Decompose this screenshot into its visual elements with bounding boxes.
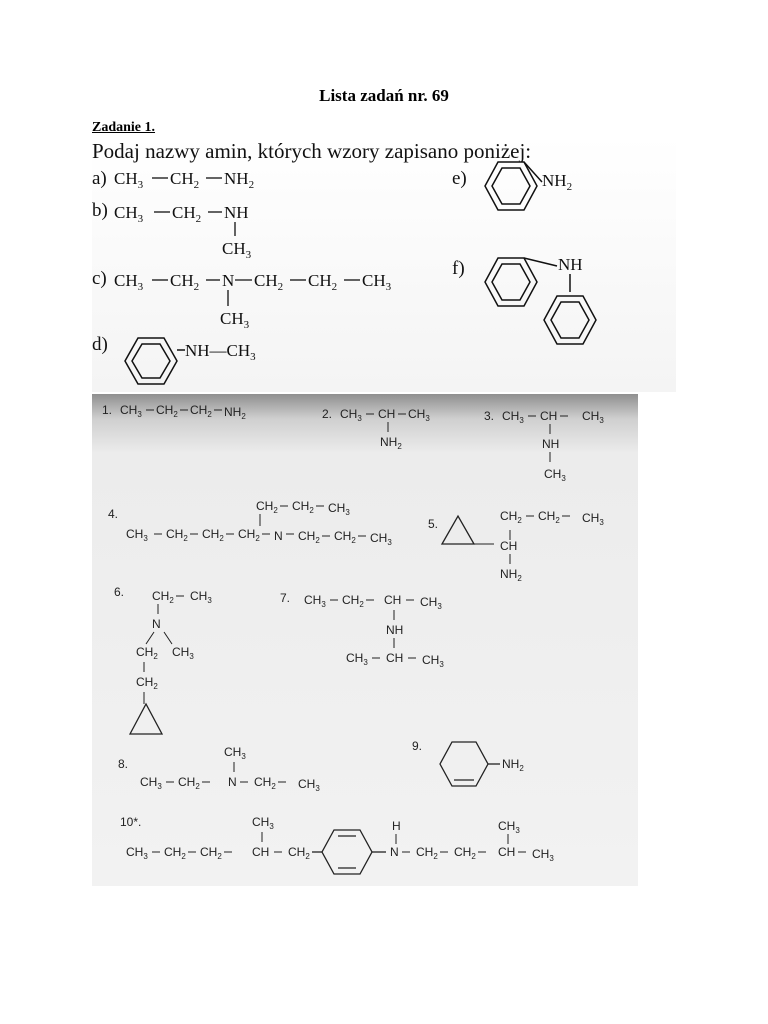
label-f: f) xyxy=(452,258,465,279)
c10-ch3-b: $CH_3$ xyxy=(532,847,554,863)
c4-ch2-d: $CH_2$ xyxy=(298,529,320,545)
c5-ch2-a: $CH_2$ xyxy=(500,509,522,525)
label-c: c) xyxy=(92,268,107,289)
c4-ch2-c: $CH_2$ xyxy=(238,527,260,543)
b-ch3: $CH_3$ xyxy=(114,203,144,225)
c7-ch2: $CH_2$ xyxy=(342,593,364,609)
c8-ch2-b: $CH_2$ xyxy=(254,775,276,791)
c-ch2-b: $CH_2$ xyxy=(254,271,284,293)
c4-ch3-b: $CH_3$ xyxy=(370,531,392,547)
c10-ch2-b: $CH_2$ xyxy=(200,845,222,861)
label-d: d) xyxy=(92,334,108,355)
c6-ch2-c: $CH_2$ xyxy=(136,675,158,691)
c10-ch2-d: $CH_2$ xyxy=(416,845,438,861)
c5-nh2: $NH_2$ xyxy=(500,567,522,583)
c4-ch2-up: $CH_2$ xyxy=(256,499,278,515)
num-3: 3. xyxy=(484,409,495,423)
c5-ch2-b: $CH_2$ xyxy=(538,509,560,525)
c7-ch-b: CH xyxy=(386,651,404,665)
num-5: 5. xyxy=(428,517,439,531)
c6-n: N xyxy=(152,617,161,631)
c3-ch: CH xyxy=(540,409,558,423)
c3-ch3-c: $CH_3$ xyxy=(544,467,566,483)
c4-ch2-b: $CH_2$ xyxy=(202,527,224,543)
c1-ch3: $CH_3$ xyxy=(120,403,142,419)
c6-ch3-b: $CH_3$ xyxy=(172,645,194,661)
c10-ch3-a: $CH_3$ xyxy=(126,845,148,861)
c3-ch3-a: $CH_3$ xyxy=(502,409,524,425)
c7-ch: CH xyxy=(384,593,402,607)
c-ch3-right: $CH_3$ xyxy=(362,271,392,293)
a-ch3: $CH_3$ xyxy=(114,169,144,191)
c7-ch3-a: $CH_3$ xyxy=(304,593,326,609)
num-8: 8. xyxy=(118,757,129,771)
c10-ch2-a: $CH_2$ xyxy=(164,845,186,861)
num-4: 4. xyxy=(108,507,119,521)
c1-ch2-b: $CH_2$ xyxy=(190,403,212,419)
c10-ch: CH xyxy=(252,845,270,859)
num-7: 7. xyxy=(280,591,291,605)
a-nh2: $NH_2$ xyxy=(224,169,255,191)
c4-ch3-up: $CH_3$ xyxy=(328,501,350,517)
c3-ch3-b: $CH_3$ xyxy=(582,409,604,425)
c10-h: H xyxy=(392,819,401,833)
c2-ch3-b: $CH_3$ xyxy=(408,407,430,423)
c-ch3-down: $CH_3$ xyxy=(220,309,250,331)
b-nh: NH xyxy=(224,203,249,222)
c1-nh2: $NH_2$ xyxy=(224,405,246,421)
scan-excerpt-1 xyxy=(92,136,676,392)
b-ch3-down: $CH_3$ xyxy=(222,239,252,261)
num-1: 1. xyxy=(102,403,113,417)
c1-ch2-a: $CH_2$ xyxy=(156,403,178,419)
num-2: 2. xyxy=(322,407,333,421)
c4-ch3-a: $CH_3$ xyxy=(126,527,148,543)
c2-ch3-a: $CH_3$ xyxy=(340,407,362,423)
c2-ch: CH xyxy=(378,407,396,421)
c6-ch3-a: $CH_3$ xyxy=(190,589,212,605)
e-nh2: $NH_2$ xyxy=(542,171,573,193)
instruction-text: Podaj nazwy amin, których wzory zapisano poniżej: xyxy=(92,139,532,163)
c3-nh: NH xyxy=(542,437,560,451)
c8-ch3-a: $CH_3$ xyxy=(140,775,162,791)
f-nh: NH xyxy=(558,255,583,274)
c5-ch: CH xyxy=(500,539,518,553)
c10-ch2-e: $CH_2$ xyxy=(454,845,476,861)
c4-ch2-e: $CH_2$ xyxy=(334,529,356,545)
c9-nh2: $NH_2$ xyxy=(502,757,524,773)
c10-n: N xyxy=(390,845,399,859)
c4-ch2-up2: $CH_2$ xyxy=(292,499,314,515)
a-ch2: $CH_2$ xyxy=(170,169,200,191)
c2-nh2: $NH_2$ xyxy=(380,435,402,451)
num-10: 10*. xyxy=(120,815,142,829)
b-ch2: $CH_2$ xyxy=(172,203,202,225)
num-6: 6. xyxy=(114,585,125,599)
page-title: Lista zadań nr. 69 xyxy=(319,86,449,105)
c6-ch2-b: $CH_2$ xyxy=(136,645,158,661)
task-label: Zadanie 1. xyxy=(92,120,156,135)
label-b: b) xyxy=(92,200,108,221)
c-n: N xyxy=(222,271,235,290)
label-a: a) xyxy=(92,168,107,189)
c7-ch3-b: $CH_3$ xyxy=(420,595,442,611)
c10-ch2-c: $CH_2$ xyxy=(288,845,310,861)
c4-n: N xyxy=(274,529,283,543)
c-ch2-c: $CH_2$ xyxy=(308,271,338,293)
scan-excerpt-2 xyxy=(92,394,638,886)
c10-ch3-up-b: $CH_3$ xyxy=(498,819,520,835)
c8-ch3-b: $CH_3$ xyxy=(298,777,320,793)
c5-ch3: $CH_3$ xyxy=(582,511,604,527)
c8-ch3-up: $CH_3$ xyxy=(224,745,246,761)
c7-ch3-d: $CH_3$ xyxy=(422,653,444,669)
c-ch3-left: $CH_3$ xyxy=(114,271,144,293)
c7-ch3-c: $CH_3$ xyxy=(346,651,368,667)
c8-n: N xyxy=(228,775,237,789)
d-nh-ch3: $NH—CH_3$ xyxy=(185,341,256,363)
c7-nh: NH xyxy=(386,623,404,637)
c10-ch-b: CH xyxy=(498,845,516,859)
num-9: 9. xyxy=(412,739,423,753)
c8-ch2-a: $CH_2$ xyxy=(178,775,200,791)
c10-ch3-up-a: $CH_3$ xyxy=(252,815,274,831)
c6-ch2-a: $CH_2$ xyxy=(152,589,174,605)
c4-ch2-a: $CH_2$ xyxy=(166,527,188,543)
label-e: e) xyxy=(452,168,467,189)
c-ch2-a: $CH_2$ xyxy=(170,271,200,293)
